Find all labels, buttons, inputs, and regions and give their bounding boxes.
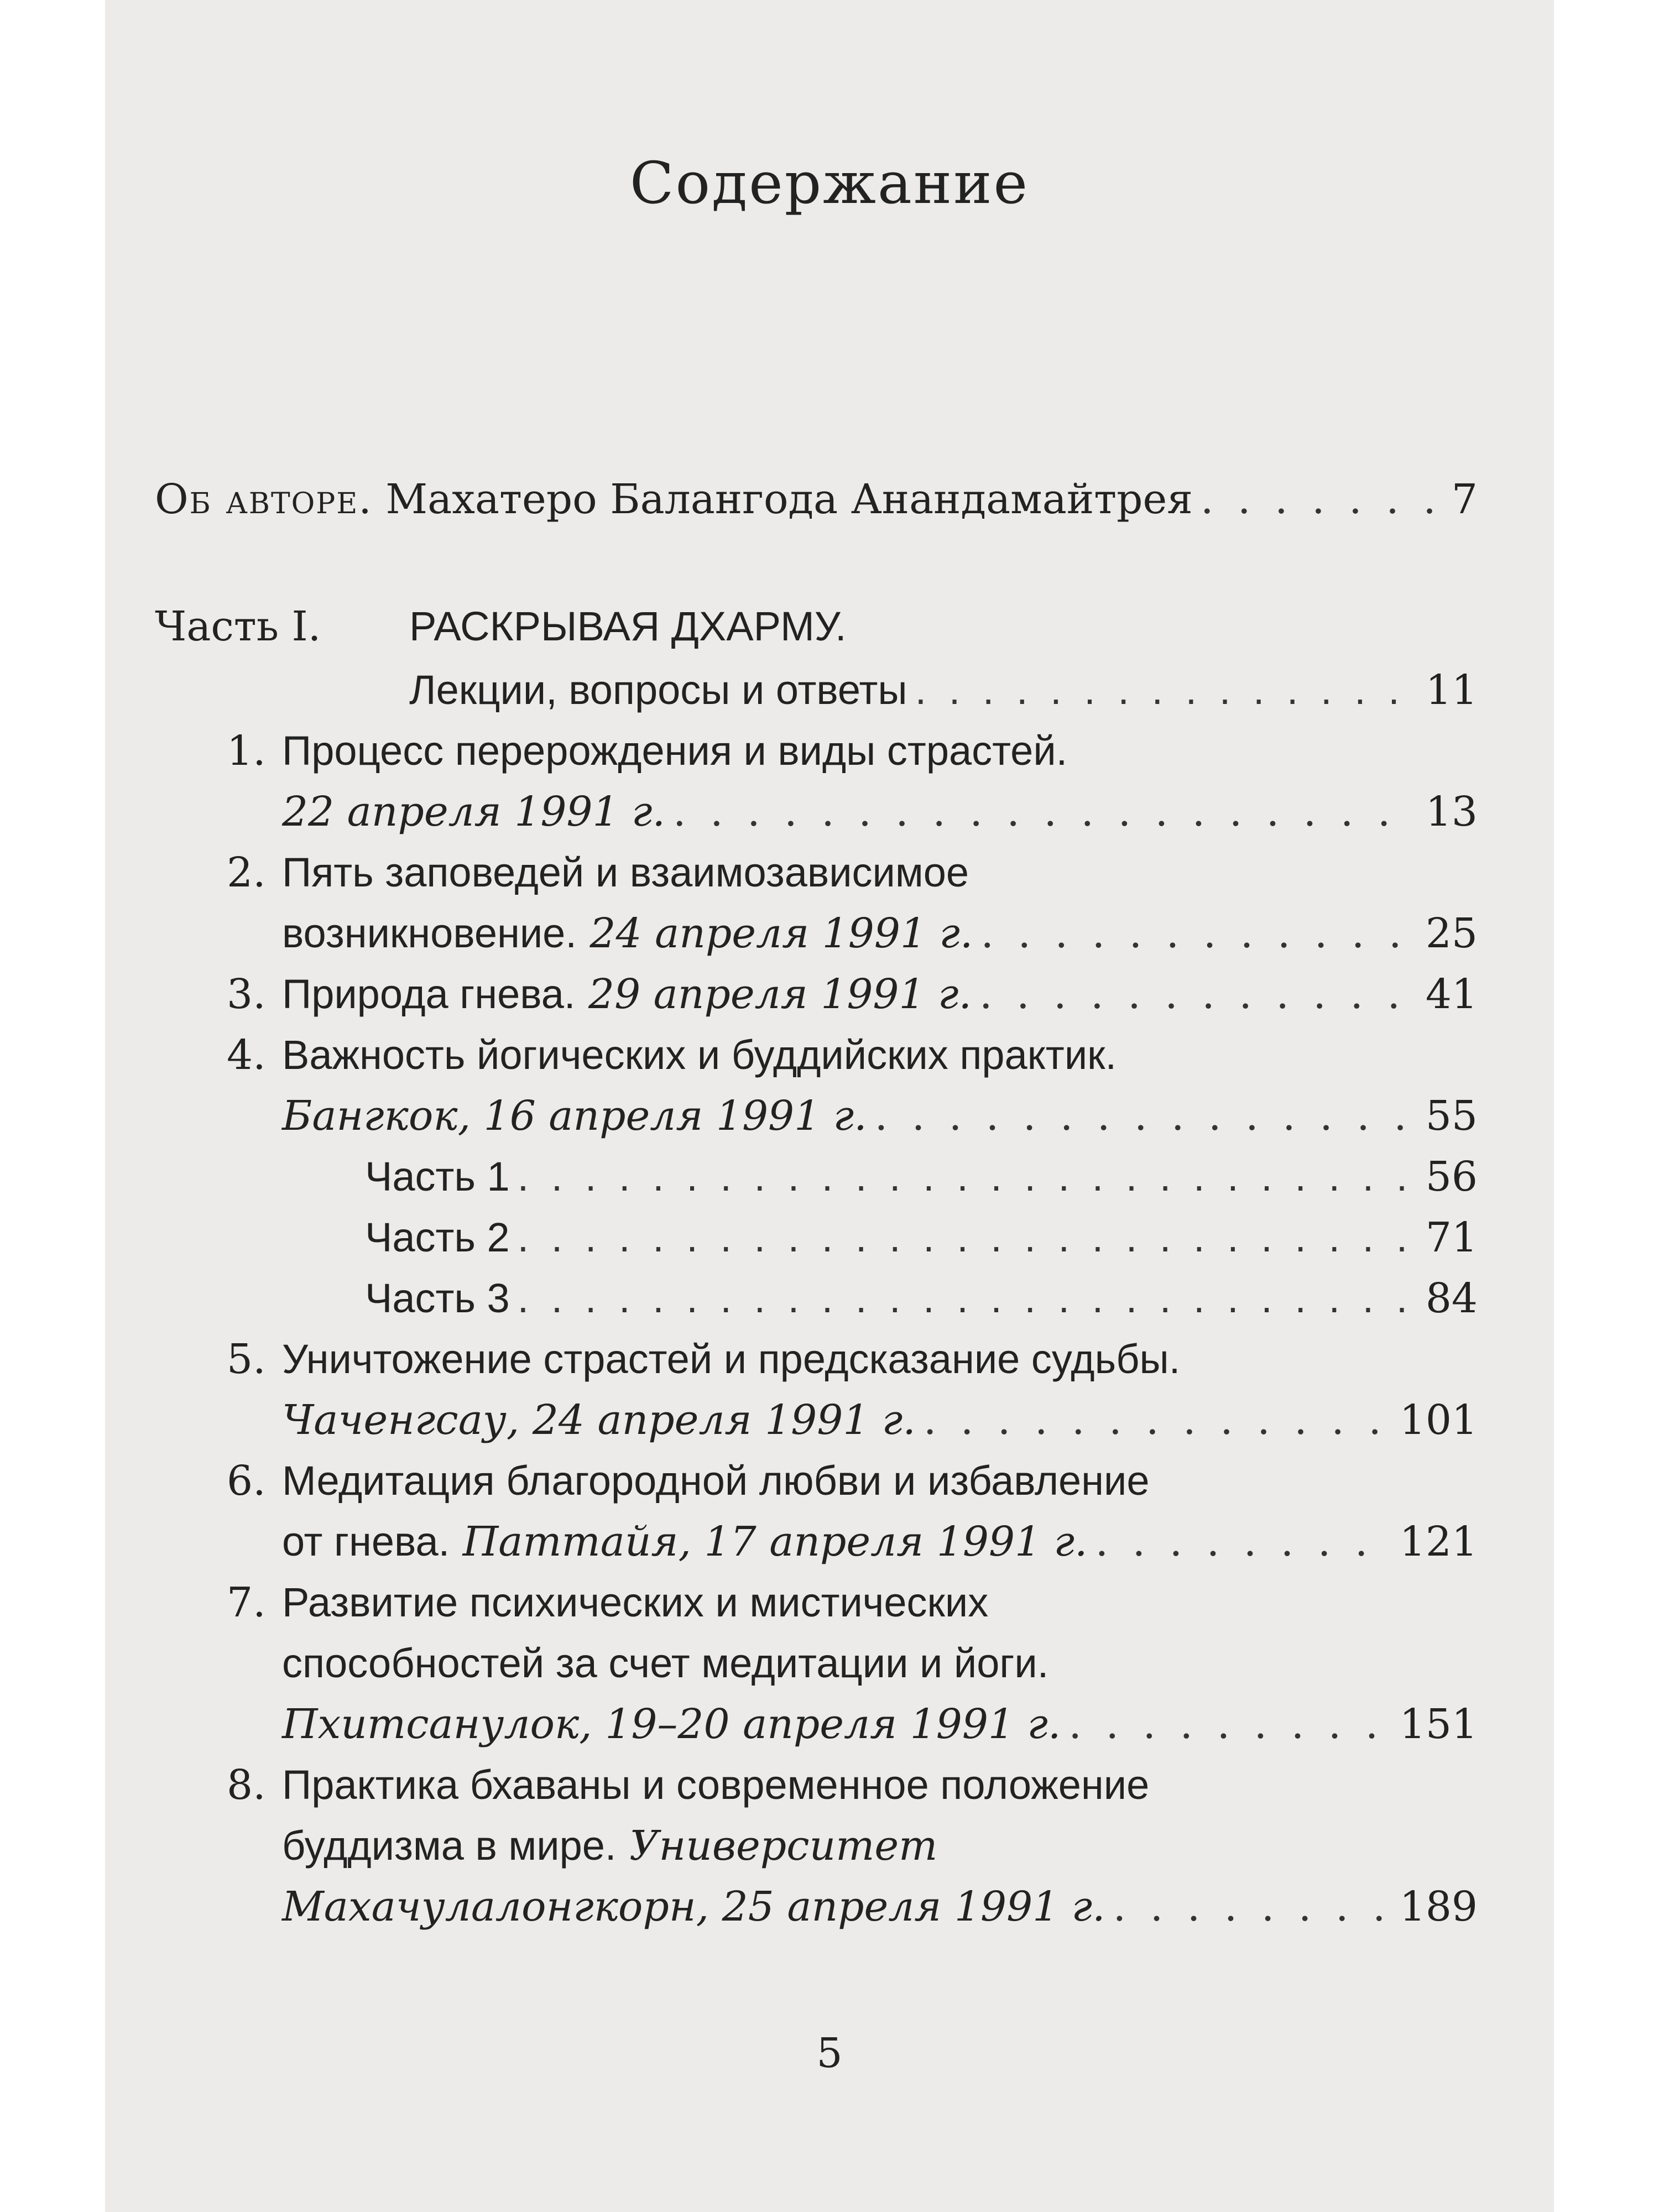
entry-title: Практика бхаваны и современное положение xyxy=(282,1762,1150,1808)
leader-dots xyxy=(1068,1700,1391,1748)
page-ref: 7 xyxy=(1451,476,1478,523)
entry-date: Махачулалонгкорн, 25 апреля 1991 г. xyxy=(282,1883,1105,1931)
about-name: Махатеро Балангода Анандамайтрея xyxy=(385,476,1193,523)
entry-number: 6. xyxy=(227,1457,266,1505)
entry-title: Важность йогических и буддийских практик. xyxy=(282,1032,1117,1078)
page-ref: 41 xyxy=(1425,971,1478,1018)
part-label: Часть I. xyxy=(155,603,321,650)
toc-about xyxy=(155,476,1478,536)
subpart-label: Часть 2 xyxy=(365,1214,510,1260)
entry-date: Чаченгсау, 24 апреля 1991 г. xyxy=(282,1396,916,1444)
leader-dots xyxy=(518,1275,1418,1322)
page-ref: 71 xyxy=(1425,1214,1478,1261)
entry-place: Университет xyxy=(629,1822,938,1870)
page-title: Содержание xyxy=(629,149,1030,217)
page-ref: 56 xyxy=(1425,1153,1478,1201)
entry-date: Паттайя, 17 апреля 1991 г. xyxy=(462,1518,1088,1566)
part-title: РАСКРЫВАЯ ДХАРМУ. xyxy=(409,603,847,649)
toc-entry-5 xyxy=(282,1396,1478,1457)
leader-dots xyxy=(673,788,1418,836)
leader-dots xyxy=(980,910,1417,957)
entry-number: 5. xyxy=(227,1335,266,1383)
toc-subpart-1 xyxy=(365,1153,1478,1214)
entry-date: 29 апреля 1991 г. xyxy=(588,971,972,1018)
toc-part1-subtitle xyxy=(409,666,1478,727)
page-ref: 84 xyxy=(1425,1275,1478,1322)
toc-entry-2 xyxy=(282,910,1478,971)
leader-dots xyxy=(1095,1518,1392,1566)
page-ref: 13 xyxy=(1425,788,1478,836)
toc-subpart-2 xyxy=(365,1214,1478,1275)
leader-dots xyxy=(518,1214,1418,1261)
leader-dots xyxy=(979,971,1418,1018)
entry-title: Уничтожение страстей и предсказание судьбы. xyxy=(282,1336,1181,1382)
entry-date: Бангкок, 16 апреля 1991 г. xyxy=(282,1092,867,1140)
entry-title: Медитация благородной любви и избавление xyxy=(282,1458,1150,1504)
entry-title-cont: буддизма в мире. xyxy=(282,1823,617,1869)
page-ref: 11 xyxy=(1425,666,1478,714)
entry-date: 22 апреля 1991 г. xyxy=(282,788,666,836)
page-ref: 55 xyxy=(1425,1092,1478,1140)
part-subtitle: Лекции, вопросы и ответы xyxy=(409,667,907,713)
entry-date: 24 апреля 1991 г. xyxy=(589,910,973,957)
toc-entry-7 xyxy=(282,1700,1478,1761)
entry-date: Пхитсанулок, 19–20 апреля 1991 г. xyxy=(282,1700,1061,1748)
about-label: Об авторе. xyxy=(155,476,373,523)
entry-number: 4. xyxy=(227,1031,266,1079)
entry-number: 1. xyxy=(227,727,266,775)
toc-entry-4 xyxy=(282,1092,1478,1153)
leader-dots xyxy=(924,1396,1392,1444)
page-ref: 189 xyxy=(1399,1883,1478,1931)
entry-title: Процесс перерождения и виды страстей. xyxy=(282,728,1068,774)
entry-title-cont: способностей за счет медитации и йоги. xyxy=(282,1640,1049,1686)
entry-title: Развитие психических и мистических xyxy=(282,1579,989,1625)
entry-title: Природа гнева. xyxy=(282,971,576,1017)
page-ref: 121 xyxy=(1399,1518,1478,1566)
entry-number: 8. xyxy=(227,1761,266,1809)
entry-title: Пять заповедей и взаимозависимое xyxy=(282,849,969,895)
leader-dots xyxy=(518,1153,1418,1200)
page-number: 5 xyxy=(816,2030,843,2077)
toc-subpart-3 xyxy=(365,1275,1478,1335)
leader-dots xyxy=(875,1092,1418,1140)
entry-title-cont: от гнева. xyxy=(282,1519,450,1564)
entry-number: 2. xyxy=(227,849,266,896)
toc-entry-1 xyxy=(282,788,1478,849)
entry-title-line2 xyxy=(282,1822,937,1870)
page-ref: 25 xyxy=(1425,910,1478,957)
entry-number: 3. xyxy=(227,971,266,1018)
page-ref: 151 xyxy=(1399,1700,1478,1748)
page-ref: 101 xyxy=(1399,1396,1478,1444)
toc-entry-6 xyxy=(282,1518,1478,1579)
leader-dots xyxy=(915,666,1418,713)
leader-dots xyxy=(1113,1883,1392,1931)
toc-entry-3 xyxy=(282,971,1478,1031)
leader-dots xyxy=(1201,476,1444,523)
subpart-label: Часть 1 xyxy=(365,1154,510,1199)
subpart-label: Часть 3 xyxy=(365,1275,510,1321)
entry-title-cont: возникновение. xyxy=(282,910,577,956)
toc-entry-8 xyxy=(282,1883,1478,1944)
entry-number: 7. xyxy=(227,1579,266,1626)
